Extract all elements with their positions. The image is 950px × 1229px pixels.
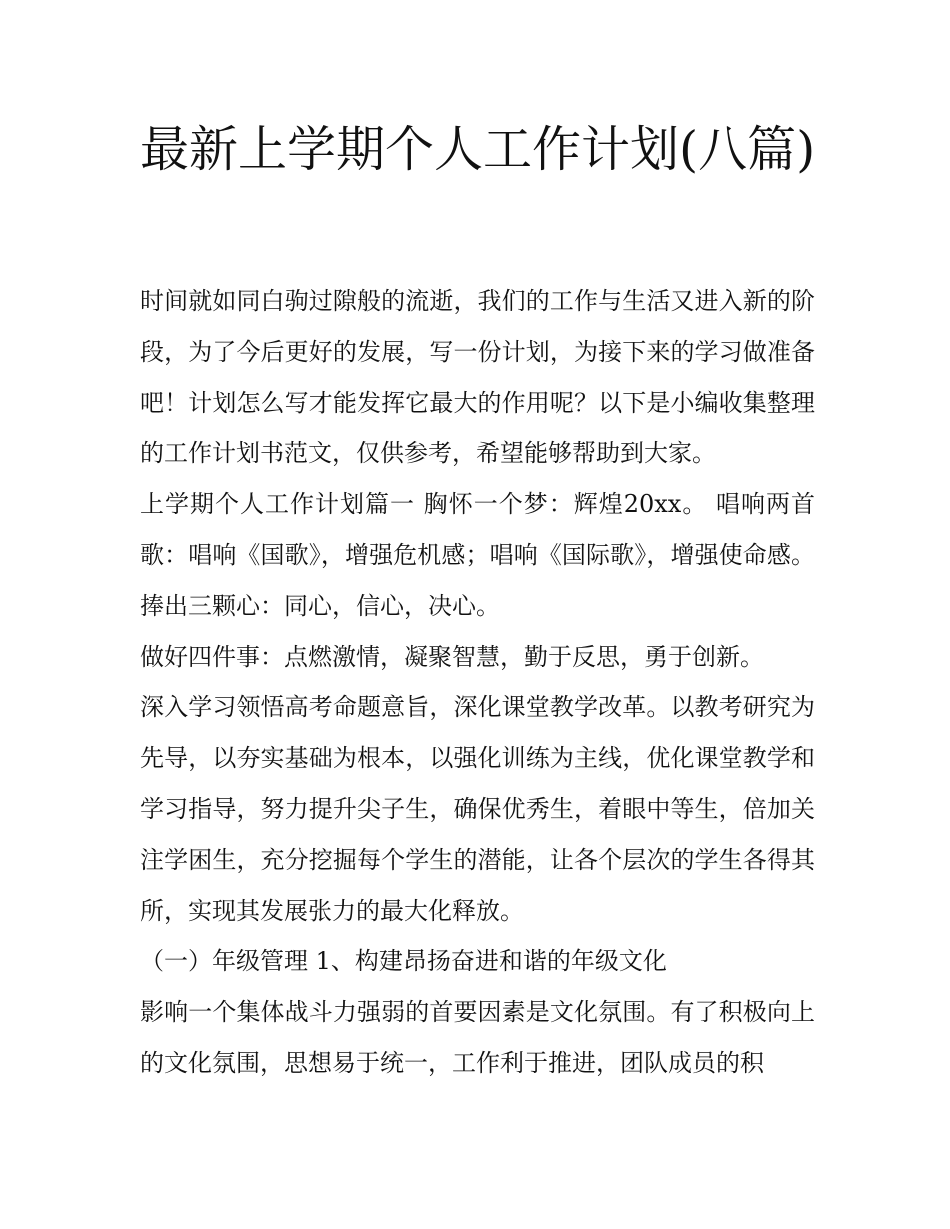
document-title: 最新上学期个人工作计划(八篇) [140, 121, 816, 178]
paragraph-section-one: 上学期个人工作计划篇一 胸怀一个梦：辉煌20xx。 唱响两首歌：唱响《国歌》，增强危机感；唱响《国际歌》，增强使命感。 捧出三颗心：同心，信心，决心。 [140, 490, 815, 620]
paragraph-grade-management-heading: （一）年级管理 1、构建昂扬奋进和谐的年级文化 [140, 947, 667, 976]
paragraph-culture: 影响一个集体战斗力强弱的首要因素是文化氛围。有了积极向上的文化氛围，思想易于统一，工作利于推进，团队成员的积 [140, 998, 815, 1077]
paragraph-exam-study: 深入学习领悟高考命题意旨，深化课堂教学改革。以教考研究为先导，以夯实基础为根本，以强化训练为主线，优化课堂教学和学习指导，努力提升尖子生，确保优秀生，着眼中等生，倍加关注学困生，充分挖掘每个学生的潜能，让各个层次的学生各得其所，实现其发展张力的最大化释放。 [140, 693, 815, 925]
document-body [140, 276, 815, 1089]
paragraph-intro: 时间就如同白驹过隙般的流逝，我们的工作与生活又进入新的阶段，为了今后更好的发展，写一份计划，为接下来的学习做准备吧！计划怎么写才能发挥它最大的作用呢？以下是小编收集整理的工作计划书范文，仅供参考，希望能够帮助到大家。 [140, 287, 815, 468]
paragraph-four-things: 做好四件事：点燃激情，凝聚智慧，勤于反思，勇于创新。 [140, 642, 764, 671]
